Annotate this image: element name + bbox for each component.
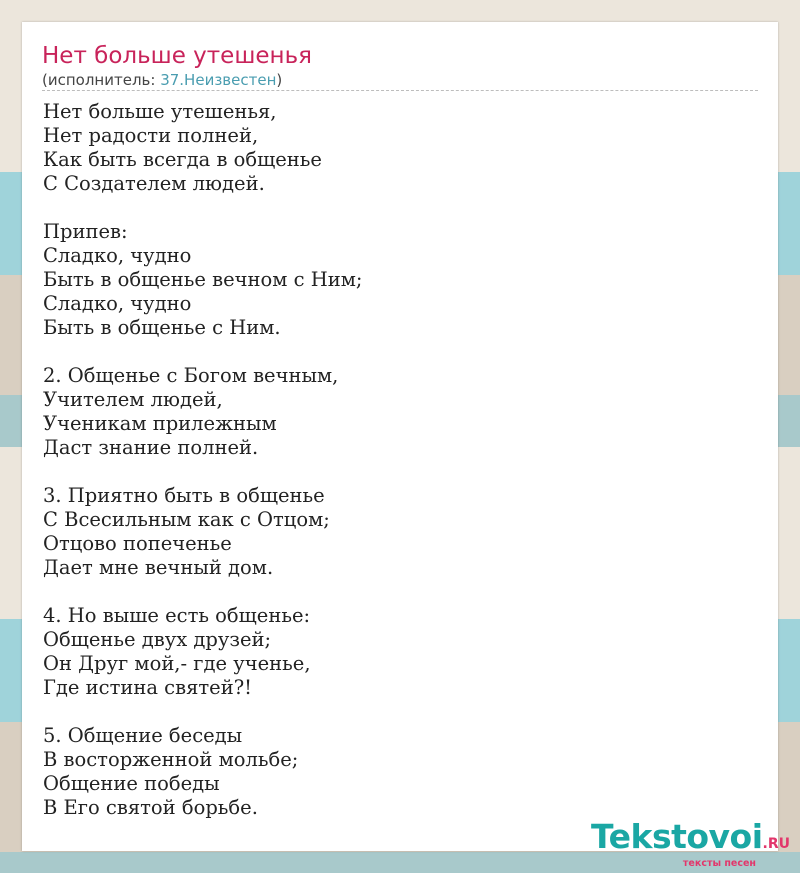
- lyrics-text: [43, 100, 753, 820]
- stanza-break: [43, 340, 753, 364]
- lyric-line: Быть в общенье вечном с Ним;: [43, 268, 363, 291]
- logo-wordmark: [590, 817, 790, 861]
- lyric-line: Дает мне вечный дом.: [43, 556, 274, 579]
- artist-suffix: ): [276, 71, 283, 89]
- lyric-line: Он Друг мой,- где ученье,: [43, 652, 311, 675]
- lyric-line: Учителем людей,: [43, 388, 223, 411]
- lyric-line: Быть в общенье с Ним.: [43, 316, 281, 339]
- logo-subtitle: тексты песен: [682, 858, 756, 869]
- stanza-break: [43, 196, 753, 220]
- lyrics-card: [22, 22, 778, 851]
- artist-prefix: (исполнитель:: [42, 71, 161, 89]
- stanza-break: [43, 700, 753, 724]
- stanza-break: [43, 460, 753, 484]
- lyric-line: Нет больше утешенья,: [43, 100, 277, 123]
- lyric-line: В Его святой борьбе.: [43, 796, 258, 819]
- lyric-line: Как быть всегда в общенье: [43, 148, 322, 171]
- lyric-line: 4. Но выше есть общенье:: [43, 604, 311, 627]
- lyric-line: Отцово попеченье: [43, 532, 232, 555]
- lyric-line: Общенье двух друзей;: [43, 628, 272, 651]
- lyric-line: Нет радости полней,: [43, 124, 259, 147]
- lyric-line: В восторженной мольбе;: [43, 748, 299, 771]
- lyric-line: 3. Приятно быть в общенье: [43, 484, 325, 507]
- lyric-line: С Всесильным как с Отцом;: [43, 508, 330, 531]
- lyric-line: 5. Общение беседы: [43, 724, 243, 747]
- artist-line: [42, 71, 282, 89]
- logo-tld: .RU: [762, 836, 790, 852]
- lyric-line: 2. Общенье с Богом вечным,: [43, 364, 339, 387]
- artist-link[interactable]: 37.Неизвестен: [160, 71, 277, 89]
- stanza-break: [43, 580, 753, 604]
- lyric-line: Где истина святей?!: [43, 676, 252, 699]
- lyric-line: Сладко, чудно: [43, 244, 192, 267]
- song-title: Нет больше утешенья: [42, 43, 312, 69]
- lyric-line: Сладко, чудно: [43, 292, 192, 315]
- lyric-line: Ученикам прилежным: [43, 412, 277, 435]
- lyric-line: С Создателем людей.: [43, 172, 265, 195]
- lyric-line: Припев:: [43, 220, 128, 243]
- lyric-line: Общение победы: [43, 772, 220, 795]
- lyric-line: Даст знание полней.: [43, 436, 259, 459]
- site-logo[interactable]: [590, 817, 790, 869]
- title-divider: [42, 90, 758, 91]
- logo-word: Tekstovoi: [590, 817, 763, 856]
